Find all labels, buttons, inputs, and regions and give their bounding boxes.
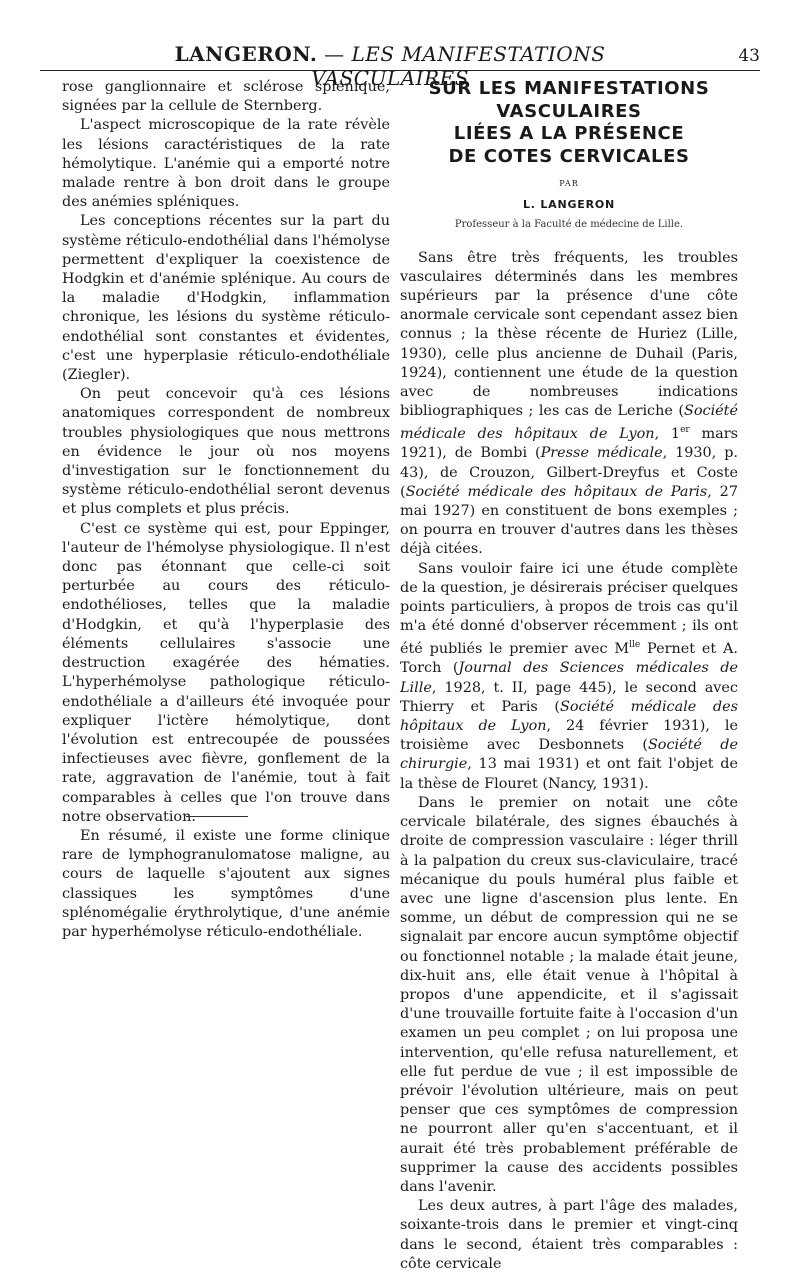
text-run: , 13 mai 1931) et ont fait l'objet de la thèse de Flouret (Nancy, 1931). — [400, 756, 738, 792]
text-run: mars 1921), de Bombi ( — [400, 426, 738, 462]
citation-italic: Presse médicale — [540, 445, 663, 462]
left-paragraph: On peut concevoir qu'à ces lésions anatomiques correspondent de nombreux troubles physiologiques que nous mettrons en évidence le jour où nos moyens d'investigation sur le fonctionnement du système réticulo-endothélial seront devenus et plus complets et plus précis. — [62, 386, 390, 518]
left-paragraph: En résumé, il existe une forme clinique rare de lymphogranulomatose maligne, au cours de laquelle s'ajoutent aux signes classiques les symptômes d'une splénomégalie érythrolytique, d'une anémie par hyperhémolyse réticulo-endothéliale. — [62, 827, 390, 940]
right-paragraph: Les deux autres, à part l'âge des malades, soixante-trois dans le premier et vingt-cinq dans le second, étaient très comparables : côte cervicale — [400, 1198, 738, 1272]
citation-italic: Société de chirurgie — [400, 737, 738, 773]
left-column — [62, 78, 390, 942]
citation-italic: Société médicale des hôpitaux de Paris — [405, 483, 708, 500]
citation-italic: Société médicale des hôpitaux de Lyon — [400, 403, 738, 443]
page-number: 43 — [738, 46, 760, 66]
left-paragraph: rose ganglionnaire et sclérose splénique, signées par la cellule de Sternberg. — [62, 79, 390, 115]
text-run: , 1 — [654, 426, 681, 443]
left-paragraph: C'est ce système qui est, pour Eppinger, l'auteur de l'hémolyse physiologique. Il n'est donc pas étonnant que celle-ci soit perturbée au cours des réticulo-endothélioses, telles que la maladie d'Hodgkin, et qu'à l'hyperplasie des éléments cellulaires s'associe une destruction exagérée des hématies. L'hyperhémolyse pathologique réticulo-endothéliale a d'ailleurs été invoquée pour expliquer l'ictère hémolytique, dont l'évolution est entrecoupée de poussées infectieuses avec fièvre, gonflement de la rate, aggravation de l'anémie, tout à fait comparables à celles que l'on trouve dans notre observation. — [62, 520, 390, 825]
byline-par: PAR — [559, 179, 579, 188]
article-title-line: LIÉES A LA PRÉSENCE — [453, 123, 685, 144]
citation-italic: Journal des Sciences médicales de Lille — [400, 660, 738, 696]
text-run: , 27 mai 1927) en constituent de bons exemples ; on pourra en trouver d'autres dans les thèses déjà citées. — [400, 483, 738, 558]
text-run: Sans vouloir faire ici une étude complète de la question, je désirerais préciser quelques points particuliers, à propos de trois cas qu'il m'a été donné d'observer récemment ; ils ont été publiés le premier avec M — [400, 560, 738, 658]
byline-author: L. LANGERON — [522, 198, 616, 212]
right-paragraph: Dans le premier on notait une côte cervicale bilatérale, des signes ébauchés à droite de compression vasculaire : léger thrill à la palpation du creux sus-claviculaire, tracé mécanique du pouls huméral plus faible et avec une ligne d'ascension plus lente. En somme, un début de compression qui ne se signalait par encore aucun symptôme objectif ou fonctionnel notable ; la malade était jeune, dix-huit ans, elle était venue à l'hôpital à propos d'une appendicite, et il s'agissait d'une trouvaille fortuite faite à l'occasion d'un examen un peu complet ; on lui proposa une intervention, qu'elle refusa naturellement, et elle fut perdue de vue ; il est impossible de prévoir l'évolution ultérieure, mais on peut penser que ces symptômes de compression ne pourront aller qu'en s'accentuant, et il aurait été très probablement préférable de supprimer la cause des accidents possibles dans l'avenir. — [400, 794, 738, 1195]
left-paragraph: Les conceptions récentes sur la part du système réticulo-endothélial dans l'hémolyse permettent d'expliquer la coexistence de Hodgkin et d'anémie splénique. Au cours de la maladie d'Hodgkin, inflammation chronique, les lésions du système réticulo-endothélial sont constantes et évidentes, c'est une hyperplasie réticulo-endothéliale (Ziegler). — [62, 213, 390, 384]
article-title-line: VASCULAIRES — [496, 100, 642, 122]
right-column — [400, 78, 738, 1274]
header-section: LES MANIFESTATIONS VASCULAIRES — [311, 42, 606, 90]
text-run: Pernet et A. Torch ( — [400, 641, 738, 677]
citation-italic: Société médicale des hôpitaux de Lyon — [400, 698, 738, 735]
superscript: er — [680, 425, 690, 436]
article-title-line: DE COTES CERVICALES — [448, 145, 690, 167]
text-run: , 1928, t. II, page 445), le second avec Thierry et Paris ( — [400, 679, 738, 715]
right-paragraph — [400, 249, 738, 560]
text-run: , 1930, p. 43), de Crouzon, Gilbert-Dreyfus et Coste ( — [400, 445, 738, 500]
header-author: LANGERON. — [174, 42, 318, 66]
article-title-line: SUR LES MANIFESTATIONS — [428, 78, 710, 99]
text-run: Sans être très fréquents, les troubles vasculaires déterminés dans les membres supérieurs par la présence d'une côte anormale cervicale sont cependant assez bien connus ; la thèse récente de Huriez (Lille, 1930), celle plus ancienne de Duhail (Paris, 1924), contiennent une étude de la question avec de nombreuses indications bibliographiques ; les cas de Leriche ( — [400, 249, 738, 420]
section-end-rule — [186, 816, 248, 817]
right-paragraph — [400, 560, 738, 794]
text-run: , 24 février 1931), le troisième avec Desbonnets ( — [400, 718, 738, 754]
article-title — [400, 78, 738, 168]
superscript: lle — [629, 640, 641, 651]
header-dash: — — [317, 42, 352, 66]
left-paragraph: L'aspect microscopique de la rate révèle les lésions caractéristiques de la rate hémolytique. L'anémie qui a emporté notre malade rentre à bon droit dans le groupe des anémies spléniques. — [62, 117, 390, 211]
byline-affiliation: Professeur à la Faculté de médecine de Lille. — [454, 219, 684, 231]
